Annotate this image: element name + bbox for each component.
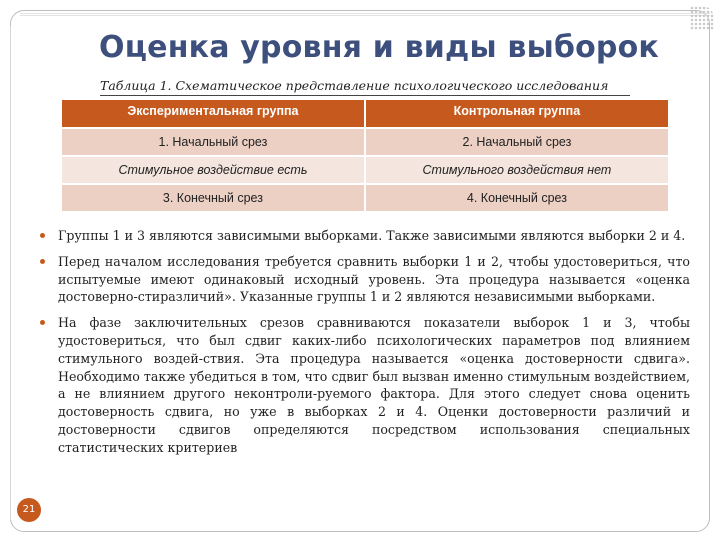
table-cell: Стимульного воздействия нет bbox=[365, 156, 669, 184]
table-cell: 2. Начальный срез bbox=[365, 128, 669, 156]
table-cell: Стимульное воздействие есть bbox=[62, 156, 365, 184]
bullet-text: Перед началом исследования требуется сравнить выборки 1 и 2, чтобы удостовериться, что испытуемые имеют одинаковый исходный уровень. Эта процедура называется «оценка достоверно-стиразличий». Указанные группы 1 и 2 являются независимыми выборками. bbox=[58, 253, 690, 305]
table-cell: 3. Конечный срез bbox=[62, 184, 365, 212]
table-header-row bbox=[62, 100, 669, 128]
table-cell: 4. Конечный срез bbox=[365, 184, 669, 212]
table-cell: 1. Начальный срез bbox=[62, 128, 365, 156]
table-caption-text: Таблица 1. Схематическое представление психологического исследования bbox=[100, 78, 609, 93]
table-row bbox=[62, 156, 669, 184]
study-table bbox=[62, 100, 670, 213]
header-control-group: Контрольная группа bbox=[365, 100, 669, 128]
list-item bbox=[46, 314, 690, 456]
bullet-text: Группы 1 и 3 являются зависимыми выборками. Также зависимыми являются выборки 2 и 4. bbox=[58, 228, 686, 243]
left-border-decoration bbox=[10, 26, 42, 520]
bullet-list bbox=[46, 227, 690, 465]
corner-dots-decoration bbox=[690, 6, 714, 30]
list-item bbox=[46, 253, 690, 306]
table-row bbox=[62, 128, 669, 156]
caption-underline bbox=[100, 95, 630, 96]
bullet-icon bbox=[40, 233, 45, 238]
slide-title: Оценка уровня и виды выборок bbox=[99, 30, 659, 65]
bullet-icon bbox=[40, 259, 45, 264]
table-caption bbox=[100, 78, 660, 93]
top-border-decoration bbox=[20, 10, 710, 16]
list-item bbox=[46, 227, 690, 245]
table-row bbox=[62, 184, 669, 212]
bullet-text: На фазе заключительных срезов сравниваются показатели выборок 1 и 3, чтобы удостовериться, что был сдвиг каких-либо психологических параметров под влиянием стимульного воздей-ствия. Эта процедура называется «оценка достоверности сдвига». Необходимо также убедиться в том, что сдвиг был вызван именно стимульным воздействием, а не влиянием другого неконтроли-руемого фактора. Для этого следует снова оценить достоверность сдвига, но уже в выборках 2 и 4. Оценки достоверности различий и достоверности сдвигов определяются посредством использования специальных статистических критериев bbox=[58, 315, 690, 455]
header-experimental-group: Экспериментальная группа bbox=[62, 100, 365, 128]
page-number-badge: 21 bbox=[17, 498, 41, 522]
